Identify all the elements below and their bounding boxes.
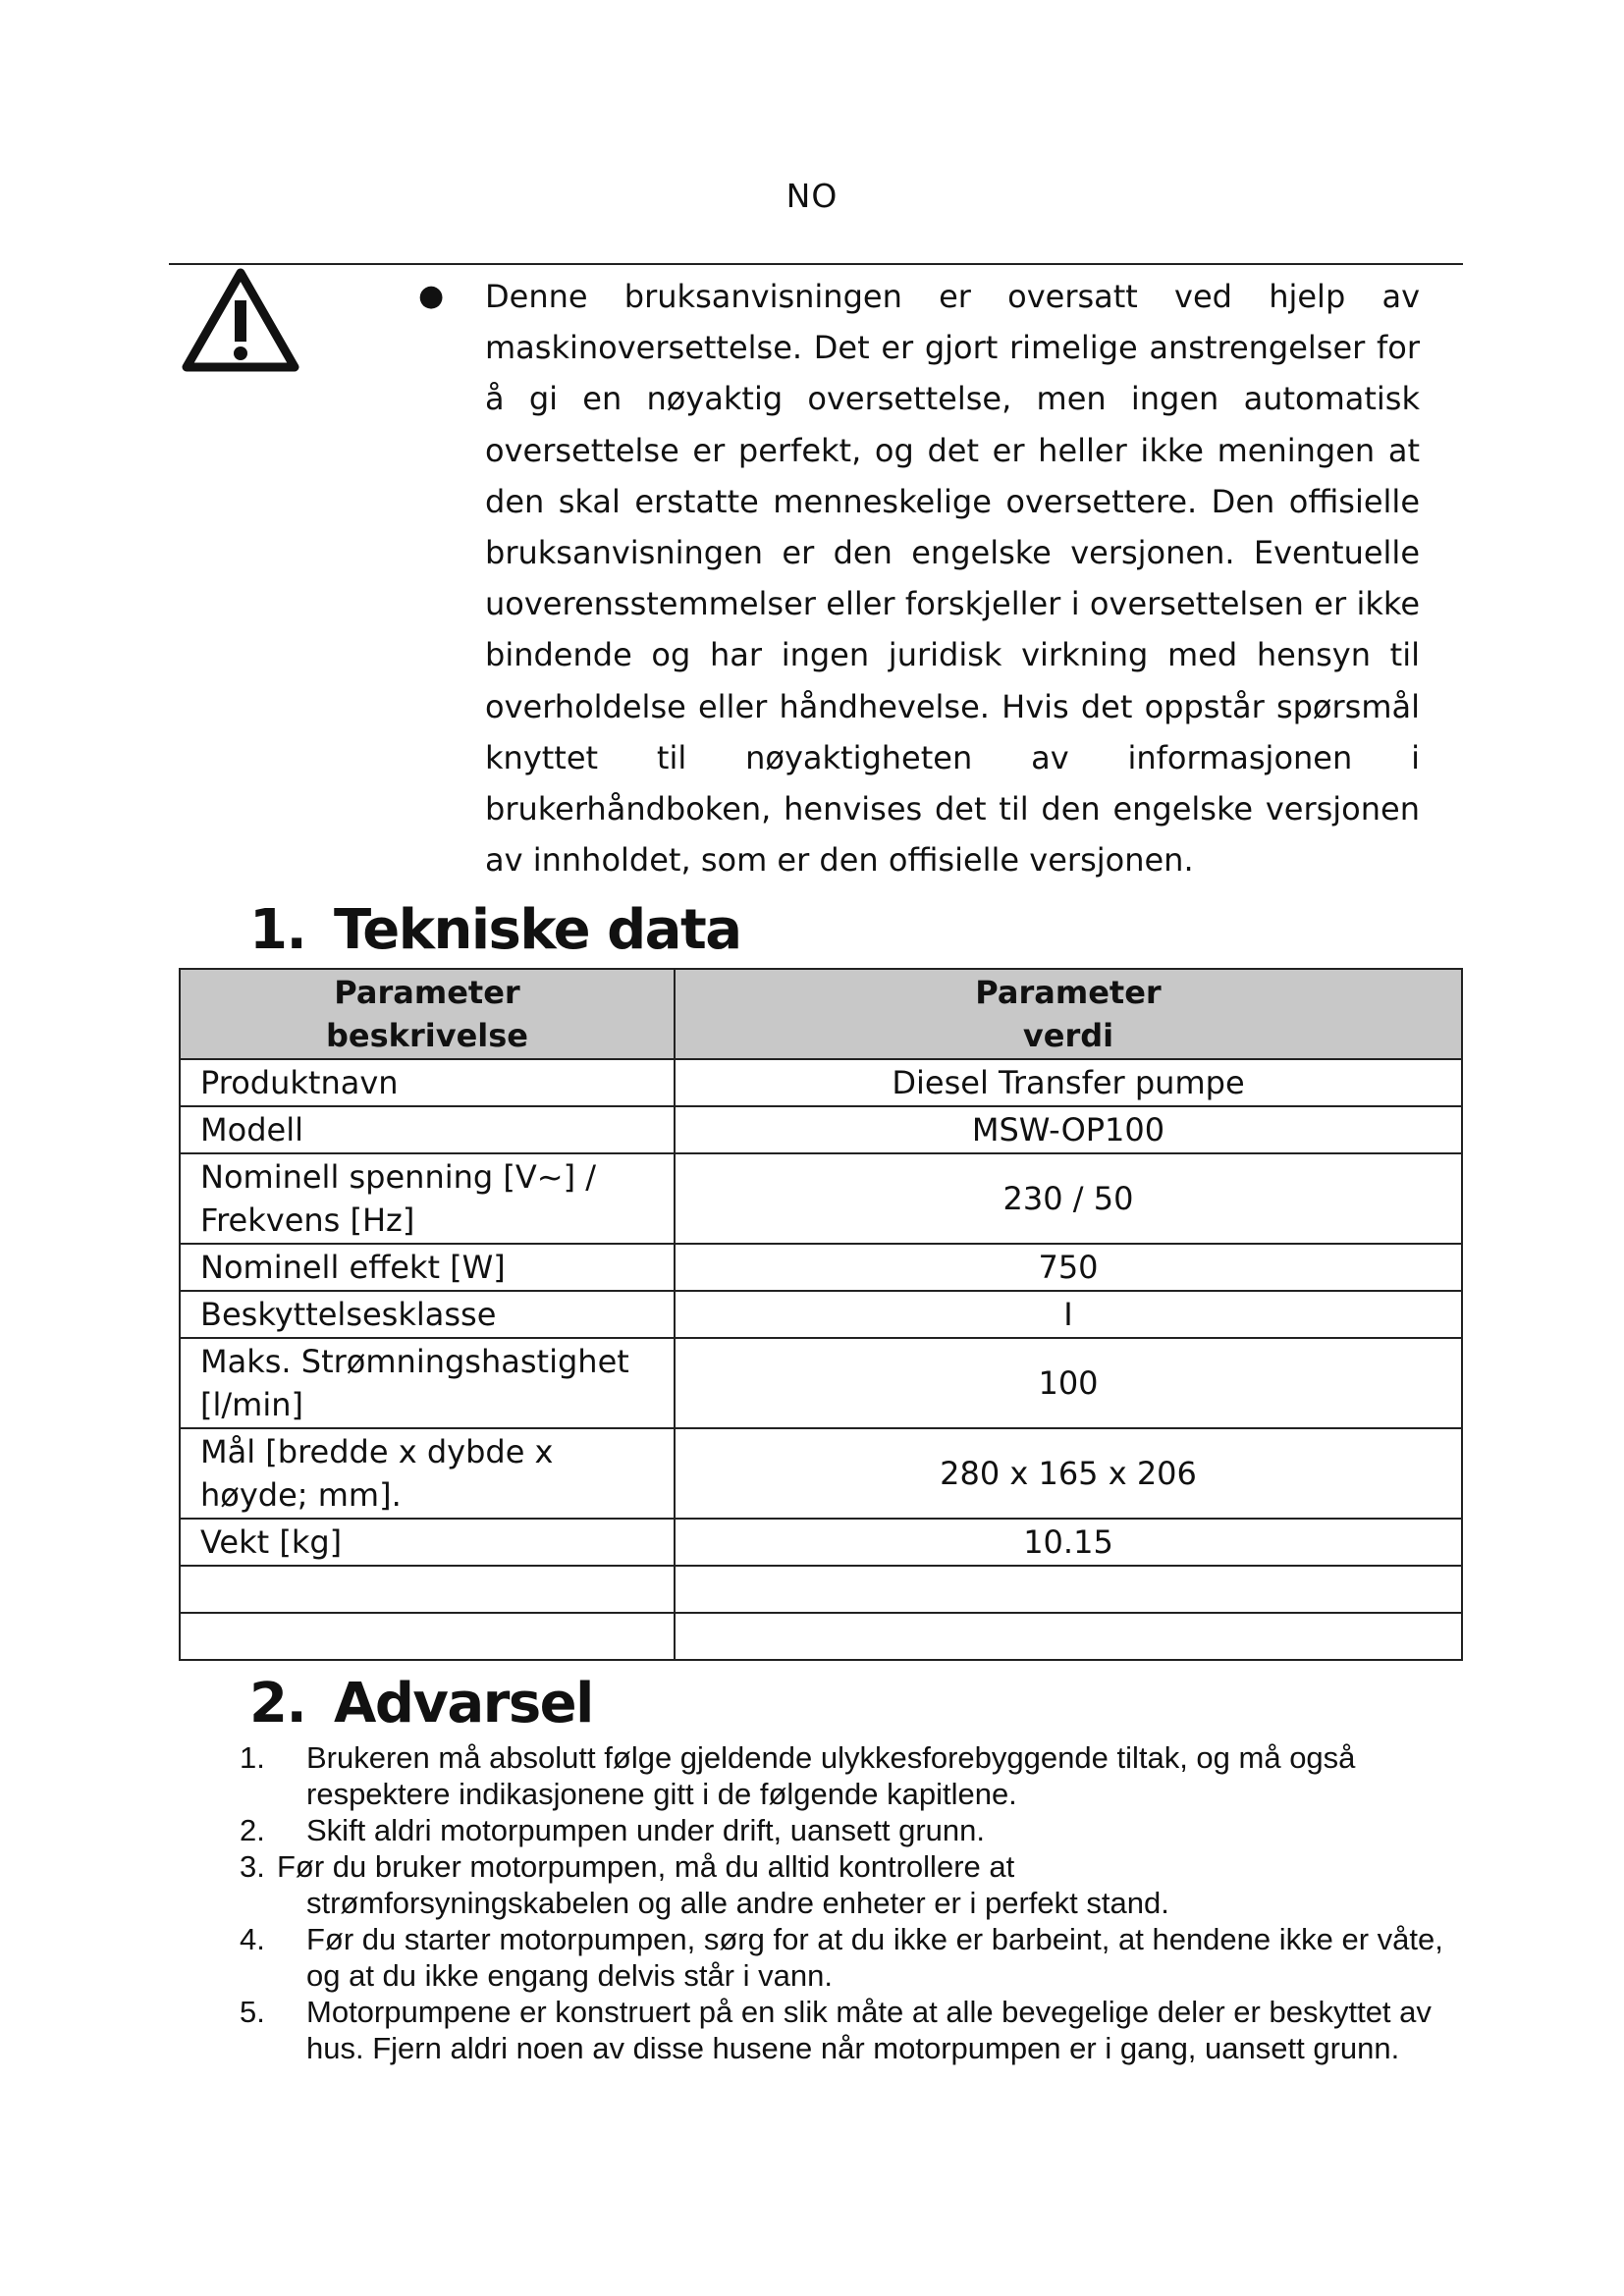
- translation-notice-text: Denne bruksanvisningen er oversatt ved hjelp av maskinoversettelse. Det er gjort rimelige anstrengelser for å gi en nøyaktig oversettelse, men ingen automatisk oversettelse er perfekt, og det er heller ikke meningen at den skal erstatte menneskelige oversettere. Den offisielle bruksanvisningen er den engelske versjonen. Eventuelle uoverensstemmelser eller forskjeller i oversettelsen er ikke bindende og har ingen juridisk virkning med hensyn til overholdelse eller håndhevelse. Hvis det oppstår spørsmål knyttet til nøyaktigheten av informasjonen i brukerhåndboken, henvises det til den engelske versjonen av innholdet, som er den offisielle versjonen.: [485, 278, 1420, 880]
- section-title-text: Tekniske data: [334, 898, 741, 962]
- row-description: Mål [bredde x dybde x høyde; mm].: [180, 1428, 675, 1519]
- item-number: 4.: [240, 1922, 265, 1956]
- row-value: [675, 1613, 1462, 1660]
- row-value: [675, 1566, 1462, 1613]
- list-item: [236, 1921, 1453, 1994]
- table-row: [180, 1519, 1462, 1566]
- table-row: [180, 1291, 1462, 1338]
- item-number: 3.: [240, 1849, 265, 1884]
- row-value: Diesel Transfer pumpe: [675, 1059, 1462, 1106]
- item-number: 5.: [240, 1995, 265, 2029]
- section-title-text: Advarsel: [334, 1672, 593, 1735]
- item-number: 1.: [240, 1740, 265, 1775]
- column-header-description: [180, 969, 675, 1059]
- table-row: [180, 1153, 1462, 1244]
- table-row-empty: [180, 1566, 1462, 1613]
- header-line: Parameter: [334, 974, 520, 1011]
- item-text: Før du starter motorpumpen, sørg for at du ikke er barbeint, at hendene ikke er våte, og at du ikke engang delvis står i vann.: [306, 1922, 1443, 1993]
- row-description: Vekt [kg]: [180, 1519, 675, 1566]
- section-number: 1.: [249, 898, 306, 962]
- item-text: Motorpumpene er konstruert på en slik måte at alle bevegelige deler er beskyttet av hus. Fjern aldri noen av disse husene når motorpumpen er i gang, uansett grunn.: [306, 1995, 1432, 2065]
- table-row: [180, 1338, 1462, 1428]
- list-item: [236, 1739, 1453, 1812]
- item-text: Før du bruker motorpumpen, må du alltid kontrollere at: [277, 1849, 1015, 1884]
- table-row-empty: [180, 1613, 1462, 1660]
- header-line: Parameter: [975, 974, 1162, 1011]
- item-number: 2.: [240, 1813, 265, 1847]
- row-value: 280 x 165 x 206: [675, 1428, 1462, 1519]
- table-row: [180, 1106, 1462, 1153]
- warning-triangle-icon: [181, 267, 300, 373]
- translation-notice: [418, 271, 1420, 885]
- row-value: 10.15: [675, 1519, 1462, 1566]
- row-description: Produktnavn: [180, 1059, 675, 1106]
- row-description: Nominell spenning [V~] / Frekvens [Hz]: [180, 1153, 675, 1244]
- row-value: 100: [675, 1338, 1462, 1428]
- table-row: [180, 1244, 1462, 1291]
- technical-data-table: [179, 968, 1463, 1661]
- row-value: 230 / 50: [675, 1153, 1462, 1244]
- section-title-technical-data: [249, 898, 741, 962]
- row-description: Modell: [180, 1106, 675, 1153]
- list-item: [236, 1812, 1453, 1848]
- row-description: Nominell effekt [W]: [180, 1244, 675, 1291]
- row-value: 750: [675, 1244, 1462, 1291]
- section-number: 2.: [249, 1672, 306, 1735]
- row-description: [180, 1566, 675, 1613]
- item-text: Skift aldri motorpumpen under drift, uansett grunn.: [306, 1813, 985, 1847]
- row-description: [180, 1613, 675, 1660]
- row-description: Beskyttelsesklasse: [180, 1291, 675, 1338]
- row-value: I: [675, 1291, 1462, 1338]
- item-text-continued: strømforsyningskabelen og alle andre enheter er i perfekt stand.: [306, 1886, 1169, 1920]
- header-line: verdi: [1022, 1017, 1114, 1054]
- column-header-value: [675, 969, 1462, 1059]
- row-value: MSW-OP100: [675, 1106, 1462, 1153]
- warning-list: [236, 1739, 1453, 2066]
- table-row: [180, 1059, 1462, 1106]
- list-item: [236, 1848, 1453, 1921]
- list-item: [236, 1994, 1453, 2066]
- header-line: beskrivelse: [326, 1017, 528, 1054]
- section-title-warning: [249, 1672, 593, 1735]
- table-row: [180, 1428, 1462, 1519]
- page-language-code: NO: [785, 177, 839, 215]
- bullet-icon: ●: [418, 279, 445, 313]
- item-text: Brukeren må absolutt følge gjeldende ulykkesforebyggende tiltak, og må også respektere indikasjonene gitt i de følgende kapitlene.: [306, 1740, 1356, 1811]
- table-header-row: [180, 969, 1462, 1059]
- header-divider: [169, 263, 1463, 265]
- row-description: Maks. Strømningshastighet [l/min]: [180, 1338, 675, 1428]
